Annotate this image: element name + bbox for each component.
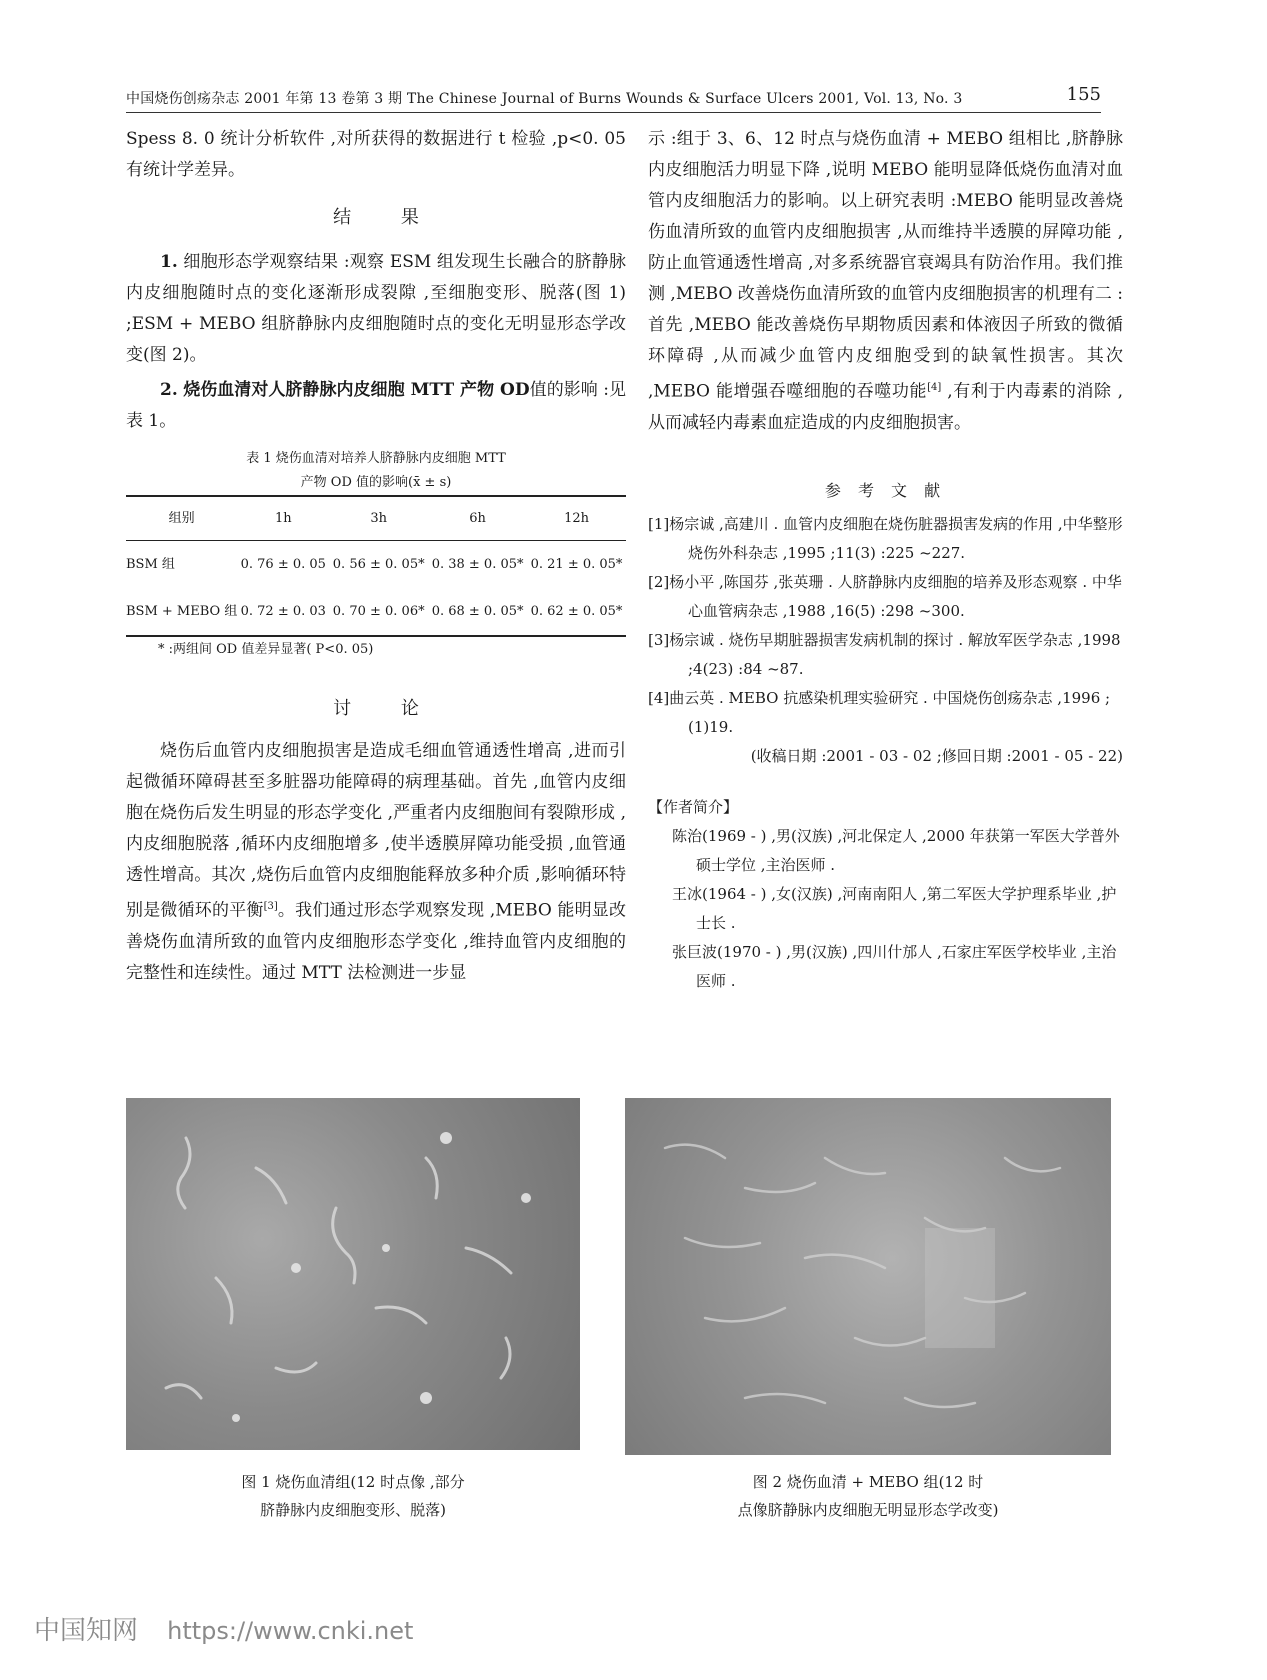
cnki-url[interactable]: https://www.cnki.net <box>167 1617 414 1645</box>
table-cell: 0. 72 ± 0. 03 <box>237 588 329 636</box>
table-header-cell: 组别 <box>126 496 237 541</box>
table-cell: 0. 21 ± 0. 05* <box>530 557 623 572</box>
table-cell: 0. 68 ± 0. 05* <box>428 588 527 636</box>
references-heading: 参 考 文 献 <box>824 480 947 500</box>
reference-item: [1]杨宗诚 ,高建川 . 血管内皮细胞在烧伤脏器损害发病的作用 ,中华整形烧伤外科杂志 ,1995 ;11(3) :225 ~227. <box>648 514 1123 562</box>
reference-list <box>648 510 1123 742</box>
header-rule <box>126 112 1101 113</box>
results-heading: 结 果 <box>333 207 441 228</box>
table-caption-1: 表 1 烧伤血清对培养人脐静脉内皮细胞 MTT <box>246 451 506 466</box>
table-caption-2: 产物 OD 值的影响(x̄ ± s) <box>300 475 452 490</box>
cnki-site-name: 中国知网 <box>34 1616 139 1646</box>
result-2-number: 2. <box>160 380 178 400</box>
table-1 <box>126 447 626 663</box>
discussion-text-1: 烧伤后血管内皮细胞损害是造成毛细血管通透性增高 ,进而引起微循环障碍甚至多脏器功能障碍的病理基础。首先 ,血管内皮细胞在烧伤后发生明显的形态学变化 ,严重者内皮细胞间有裂隙形成 ,内皮细胞脱落 ,循环内皮细胞增多 ,使半透膜屏障功能受损 ,血管通透性增高。其次 ,烧伤后血管内皮细胞能释放多种介质 ,影响循环特别是微循环的平衡 <box>126 741 626 921</box>
author-bio: 王冰(1964 - ) ,女(汉族) ,河南南阳人 ,第二军医大学护理系毕业 ,护士长 . <box>672 884 1117 932</box>
discussion-text-2: 。我们通过形态学观察发现 ,MEBO 能明显改善烧伤血清所致的血管内皮细胞形态学变化 ,维持血管内皮细胞的完整性和连续性。通过 MTT 法检测进一步显 <box>126 900 627 983</box>
discussion-continued-1: 示 :组于 3、6、12 时点与烧伤血清 + MEBO 组相比 ,脐静脉内皮细胞活力明显下降 ,说明 MEBO 能明显降低烧伤血清对血管内皮细胞活力的影响。以上研究表明 :MEBO 能明显改善烧伤血清所致的血管内皮细胞损害 ,从而维持半透膜的屏障功能 ,防止血管通透性增高 ,对多系统器官衰竭具有防治作用。我们推测 ,MEBO 改善烧伤血清所致的血管内皮细胞损害的机理有二 :首先 ,MEBO 能改善烧伤早期物质因素和体液因子所致的微循环障碍 ,从而减少血管内皮细胞受到的缺氧性损害。其次 ,MEBO 能增强吞噬细胞的吞噬功能 <box>648 129 1123 402</box>
reference-item: [3]杨宗诚 . 烧伤早期脏器损害发病机制的探讨 . 解放军医学杂志 ,1998 ;4(23) :84 ~87. <box>648 630 1121 678</box>
reference-item: [2]杨小平 ,陈国芬 ,张英珊 . 人脐静脉内皮细胞的培养及形态观察 . 中华心血管病杂志 ,1988 ,16(5) :298 ~300. <box>648 572 1122 620</box>
data-table <box>126 495 626 637</box>
table-cell: 0. 38 ± 0. 05* <box>431 557 524 572</box>
figure-1-micrograph <box>126 1098 580 1450</box>
left-column <box>126 124 626 989</box>
methods-tail: Spess 8. 0 统计分析软件 ,对所获得的数据进行 t 检验 ,p<0. 05 有统计学差异。 <box>126 129 626 180</box>
result-2-bold: 烧伤血清对人脐静脉内皮细胞 MTT 产物 OD <box>183 380 530 400</box>
author-bio: 陈治(1969 - ) ,男(汉族) ,河北保定人 ,2000 年获第一军医大学普外硕士学位 ,主治医师 . <box>672 826 1120 874</box>
reference-item: [4]曲云英 . MEBO 抗感染机理实验研究 . 中国烧伤创疡杂志 ,1996 ;(1)19. <box>648 688 1111 736</box>
result-2-tail: 值的影响 :见表 1。 <box>126 380 626 431</box>
figure-1-caption-line: 图 1 烧伤血清组(12 时点像 ,部分 <box>241 1473 465 1491</box>
figure-1-caption-line: 脐静脉内皮细胞变形、脱落) <box>260 1501 446 1519</box>
citation: [4] <box>927 382 942 393</box>
discussion-continued <box>648 124 1123 439</box>
figure-2-caption-line: 点像脐静脉内皮细胞无明显形态学改变) <box>737 1501 999 1519</box>
figure-2-caption-line: 图 2 烧伤血清 + MEBO 组(12 时 <box>752 1473 984 1491</box>
citation: [3] <box>263 901 278 912</box>
figure-2-micrograph <box>625 1098 1111 1455</box>
result-1 <box>126 247 626 371</box>
discussion-heading: 讨 论 <box>333 698 441 719</box>
result-1-number: 1. <box>160 252 178 272</box>
table-cell: 0. 76 ± 0. 05 <box>240 557 326 572</box>
table-cell: BSM + MEBO 组 <box>126 588 237 636</box>
table-header-row <box>126 496 626 541</box>
author-bios <box>648 822 1123 996</box>
table-header-cell: 12h <box>527 496 626 541</box>
figure-1-caption <box>126 1468 580 1524</box>
table-note: * :两组间 OD 值差异显著( P<0. 05) <box>158 642 374 657</box>
discussion-text <box>126 736 626 989</box>
right-column <box>648 124 1123 996</box>
table-row <box>126 541 626 589</box>
result-1-text: 细胞形态学观察结果 :观察 ESM 组发现生长融合的脐静脉内皮细胞随时点的变化逐渐形成裂隙 ,至细胞变形、脱落(图 1) ;ESM + MEBO 组脐静脉内皮细胞随时点的变化无明显形态学改变(图 2)。 <box>126 252 627 365</box>
page-number: 155 <box>1066 84 1101 105</box>
discussion-continued-2: ,有利于内毒素的消除 ,从而减轻内毒素血症造成的内皮细胞损害。 <box>648 381 1123 433</box>
table-header-cell: 6h <box>428 496 527 541</box>
table-cell: 0. 70 ± 0. 06* <box>329 588 428 636</box>
table-cell: 0. 56 ± 0. 05* <box>332 557 425 572</box>
result-2 <box>126 375 626 437</box>
table-header-cell: 3h <box>329 496 428 541</box>
table-cell: 0. 62 ± 0. 05* <box>527 588 626 636</box>
figure-1-image <box>126 1098 580 1450</box>
cnki-watermark <box>34 1610 413 1647</box>
table-header-cell: 1h <box>237 496 329 541</box>
figure-2-caption <box>625 1468 1111 1524</box>
running-head: 中国烧伤创疡杂志 2001 年第 13 卷第 3 期 The Chinese Journal of Burns Wounds & Surface Ulcers 2001, Vol. 13, No. 3 <box>126 91 963 107</box>
author-bio: 张巨波(1970 - ) ,男(汉族) ,四川什邡人 ,石家庄军医学校毕业 ,主治医师 . <box>672 942 1117 990</box>
running-header <box>126 86 1101 114</box>
figure-2-image <box>625 1098 1111 1455</box>
table-cell: BSM 组 <box>126 557 175 572</box>
received-dates: (收稿日期 :2001 - 03 - 02 ;修回日期 :2001 - 05 - 22) <box>750 746 1123 765</box>
table-row <box>126 588 626 636</box>
author-bio-heading: 【作者简介】 <box>648 797 739 816</box>
